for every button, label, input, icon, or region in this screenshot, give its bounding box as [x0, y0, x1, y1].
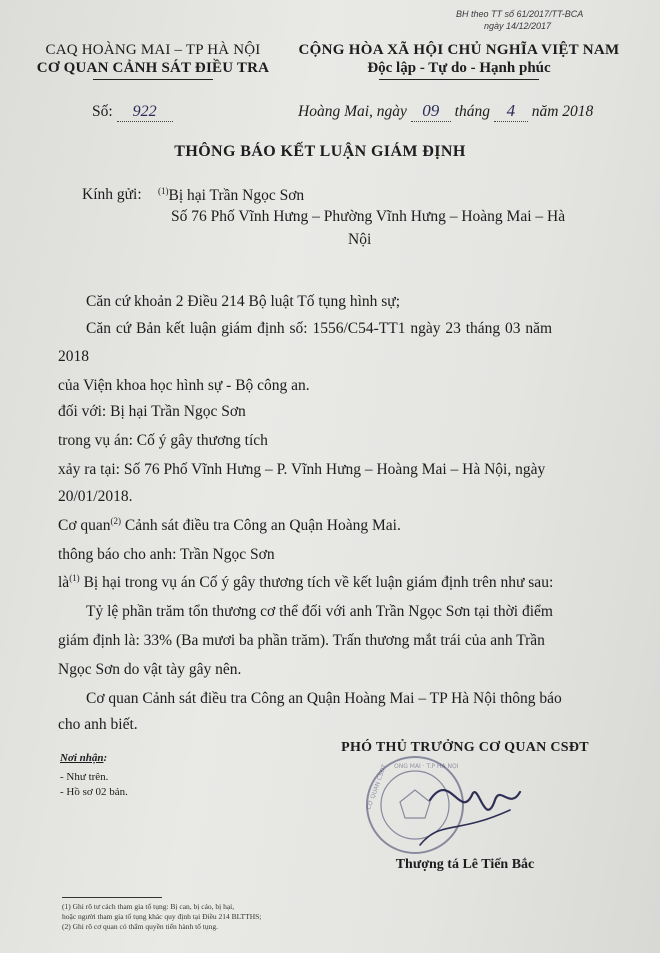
date-day: 09 — [411, 101, 451, 122]
agency-name: CƠ QUAN CẢNH SÁT ĐIỀU TRA — [36, 60, 270, 76]
number-value: 922 — [117, 103, 173, 122]
form-code-line1: BH theo TT số 61/2017/TT-BCA — [456, 9, 584, 19]
body-paragraph-10c: Ngọc Sơn do vật tày gây nên. — [58, 661, 242, 678]
national-title: CỘNG HÒA XÃ HỘI CHỦ NGHĨA VIỆT NAM — [298, 42, 620, 58]
body-paragraph-9: $là^{(1)}$ Bị hại trong vụ án Cố ý gây thương tích về kết luận giám định trên như sau: — [58, 573, 554, 592]
recipient-label: Kính gửi: — [82, 186, 142, 203]
signature-title: PHÓ THỦ TRƯỞNG CƠ QUAN CSĐT — [341, 740, 589, 755]
recipients-list — [60, 770, 128, 800]
date-month: 4 — [494, 101, 528, 122]
body-paragraph-10a: Tỷ lệ phần trăm tổn thương cơ thể đối với anh Trần Ngọc Sơn tại thời điểm — [86, 603, 553, 620]
document-title: THÔNG BÁO KẾT LUẬN GIÁM ĐỊNH — [174, 143, 466, 160]
agency-parent: CAQ HOÀNG MAI – TP HÀ NỘI — [45, 42, 261, 58]
body-paragraph-4: đối với: Bị hại Trần Ngọc Sơn — [58, 403, 246, 420]
document-date — [298, 101, 593, 122]
recipient-item-2: - Hồ sơ 02 bản. — [60, 786, 128, 798]
body-paragraph-5: trong vụ án: Cố ý gây thương tích — [58, 432, 268, 449]
official-seal-icon — [360, 750, 530, 860]
national-header — [284, 42, 634, 80]
body-paragraph-3: của Viện khoa học hình sự - Bộ công an. — [58, 377, 310, 394]
body-paragraph-1: Căn cứ khoản 2 Điều 214 Bộ luật Tố tụng hình sự; — [86, 293, 401, 310]
date-prefix: Hoàng Mai, ngày — [298, 103, 407, 120]
footnote-2: (2) Ghi rõ cơ quan có thẩm quyền tiến hành tố tụng. — [62, 922, 219, 931]
recipient-name: $^{(1)}$Bị hại Trần Ngọc Sơn — [158, 186, 305, 205]
body-paragraph-6a: xảy ra tại: Số 76 Phố Vĩnh Hưng – P. Vĩnh Hưng – Hoàng Mai – Hà Nội, ngày — [58, 461, 546, 478]
date-year: năm 2018 — [531, 103, 594, 120]
number-label: Số: — [92, 103, 113, 120]
body-paragraph-8: thông báo cho anh: Trần Ngọc Sơn — [58, 546, 275, 563]
recipient-item-1: - Như trên. — [60, 771, 109, 783]
recipients-label: Nơi nhận: — [60, 752, 108, 764]
footnote-1a: (1) Ghi rõ tư cách tham gia tố tụng: Bị can, bị cáo, bị hại, — [62, 902, 235, 911]
body-paragraph-7: Cơ quan$^{(2)}$ Cảnh sát điều tra Công an Quận Hoàng Mai. — [58, 516, 401, 535]
footnotes — [62, 902, 261, 932]
body-paragraph-11b: cho anh biết. — [58, 716, 138, 733]
body-paragraph-2b: 2018 — [58, 348, 89, 365]
recipient-address-line2: Nội — [348, 231, 372, 248]
body-paragraph-6b: 20/01/2018. — [58, 488, 133, 505]
form-code-line2: ngày 14/12/2017 — [484, 21, 552, 31]
svg-text:ÔNG MAI · T.P HÀ NỘI: ÔNG MAI · T.P HÀ NỘI — [394, 763, 459, 770]
motto-underline — [379, 79, 539, 80]
form-code — [456, 8, 583, 32]
national-motto: Độc lập - Tự do - Hạnh phúc — [367, 60, 551, 76]
date-month-label: tháng — [454, 103, 490, 120]
signer-name: Thượng tá Lê Tiến Bắc — [395, 857, 535, 872]
agency-underline — [93, 79, 213, 80]
body-paragraph-2a: Căn cứ Bản kết luận giám định số: 1556/C54-TT1 ngày 23 tháng 03 năm — [86, 320, 553, 337]
recipient-address-line1: Số 76 Phố Vĩnh Hưng – Phường Vĩnh Hưng – Hoàng Mai – Hà — [171, 208, 566, 225]
svg-text:CƠ QUAN CSĐT: CƠ QUAN CSĐT — [365, 763, 389, 811]
footnote-divider — [62, 897, 162, 898]
body-paragraph-10b: giám định là: 33% (Ba mươi ba phần trăm). Trấn thương mắt trái của anh Trần — [58, 632, 545, 649]
document-number — [92, 103, 173, 122]
body-paragraph-11a: Cơ quan Cảnh sát điều tra Công an Quận Hoàng Mai – TP Hà Nội thông báo — [86, 690, 562, 707]
agency-header — [28, 42, 278, 80]
footnote-1b: hoặc người tham gia tố tụng khác quy định tại Điều 214 BLTTHS; — [62, 912, 262, 921]
